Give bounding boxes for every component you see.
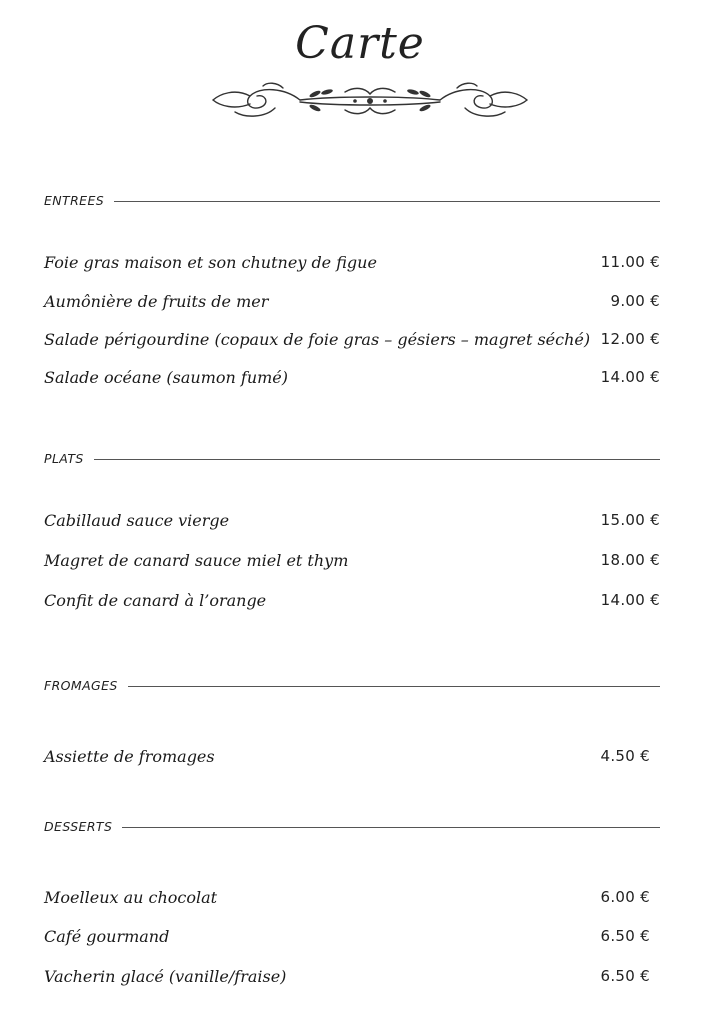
menu-item-price: 6.50 € <box>600 967 650 985</box>
menu-item <box>44 362 660 392</box>
section-desserts <box>44 816 660 986</box>
section-header <box>44 190 660 210</box>
menu-item-price: 11.00 € <box>600 253 660 271</box>
menu-item-name: Aumônière de fruits de mer <box>44 291 269 311</box>
menu-item-price: 4.50 € <box>600 747 650 765</box>
section-title: PLATS <box>44 450 84 466</box>
menu-item-name: Salade océane (saumon fumé) <box>44 367 289 387</box>
menu-item-price: 14.00 € <box>600 368 660 386</box>
section-header <box>44 675 660 695</box>
section-title: FROMAGES <box>44 677 118 693</box>
menu-item <box>44 505 660 535</box>
menu-item-price: 6.50 € <box>600 927 650 945</box>
flourish-ornament-icon <box>205 78 535 122</box>
menu-item <box>44 741 650 771</box>
menu-item-name: Cabillaud sauce vierge <box>44 510 230 530</box>
menu-item <box>44 585 660 615</box>
menu-item <box>44 921 650 951</box>
section-divider <box>94 459 660 460</box>
section-divider <box>128 686 660 687</box>
menu-item-price: 6.00 € <box>600 888 650 906</box>
section-divider <box>114 201 660 202</box>
section-title: DESSERTS <box>44 818 113 834</box>
menu-item-name: Foie gras maison et son chutney de figue <box>44 252 377 272</box>
menu-item <box>44 882 650 912</box>
menu-item-name: Café gourmand <box>44 926 170 946</box>
menu-item-name: Confit de canard à l’orange <box>44 590 267 610</box>
menu-item <box>44 545 660 575</box>
section-divider <box>122 827 660 828</box>
menu-item-name: Vacherin glacé (vanille/fraise) <box>44 966 287 986</box>
menu-item-price: 12.00 € <box>600 330 660 348</box>
menu-item-name: Magret de canard sauce miel et thym <box>44 550 349 570</box>
page-title: Carte <box>295 18 425 69</box>
menu-item-price: 14.00 € <box>600 591 660 609</box>
section-header <box>44 448 660 468</box>
menu-item-price: 18.00 € <box>600 551 660 569</box>
menu-item-price: 15.00 € <box>600 511 660 529</box>
section-entrees <box>44 190 660 387</box>
menu-item-name: Salade périgourdine (copaux de foie gras – gésiers – magret séché) <box>44 329 591 349</box>
section-title: ENTREES <box>44 192 105 208</box>
menu-item-name: Assiette de fromages <box>44 746 215 766</box>
section-plats <box>44 448 660 610</box>
section-header <box>44 816 660 836</box>
menu-item-name: Moelleux au chocolat <box>44 887 218 907</box>
section-fromages <box>44 675 660 766</box>
menu-item <box>44 247 660 277</box>
menu-item <box>44 286 660 316</box>
menu-item-price: 9.00 € <box>610 292 660 310</box>
menu-item <box>44 961 650 991</box>
menu-item <box>44 324 660 354</box>
